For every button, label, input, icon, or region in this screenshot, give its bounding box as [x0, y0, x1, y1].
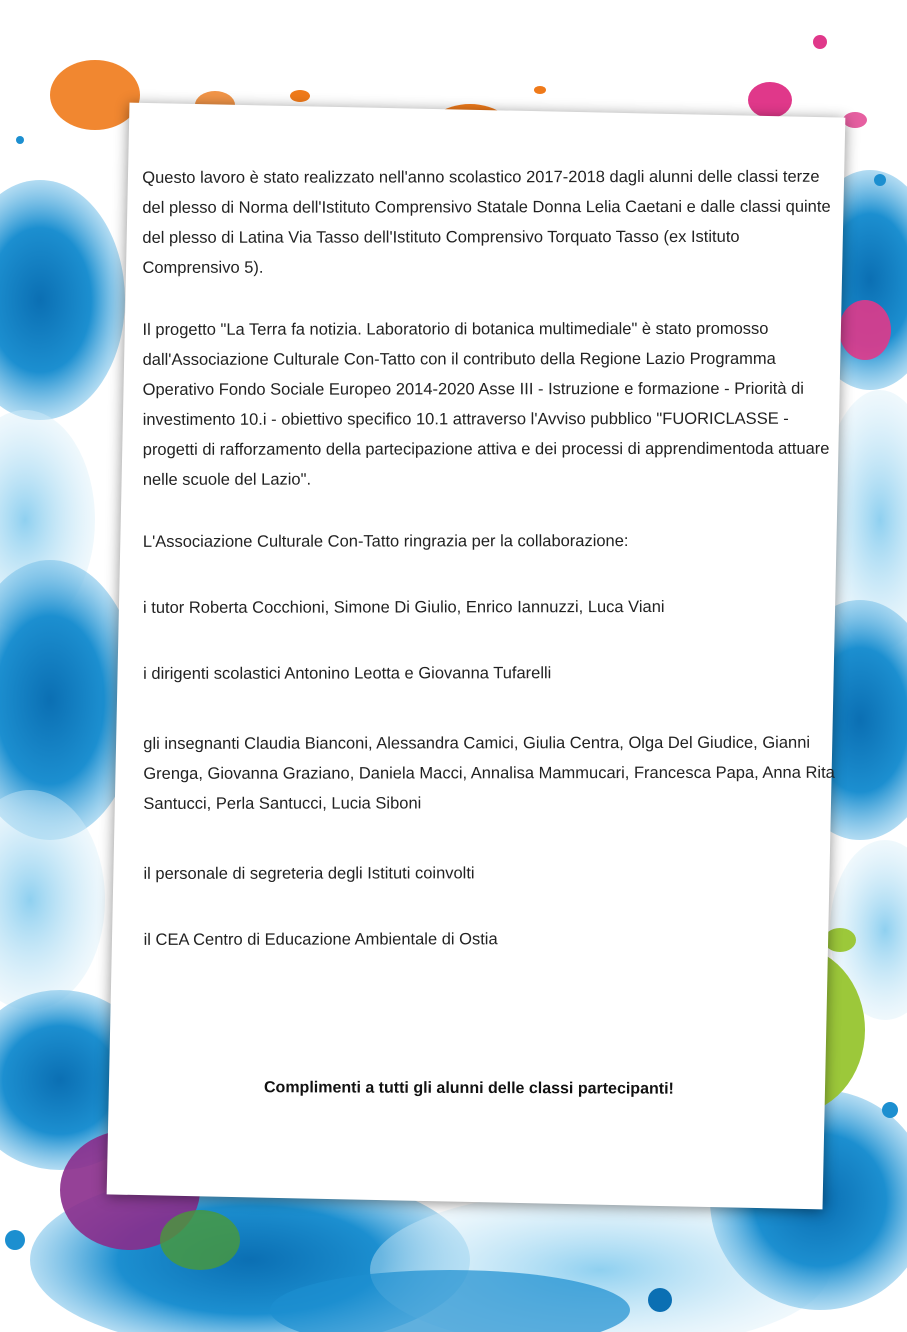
- project-paragraph: Il progetto "La Terra fa notizia. Laboratorio di botanica multimediale" è stato promosso dall'Associazione Culturale Con-Tatto con il contributo della Regione Lazio Programma Operativo Fondo Sociale Europeo 2014-2020 Asse III - Istruzione e formazione - Priorità di investimento 10.i - obiettivo specifico 10.1 attraverso l'Avviso pubblico "FUORICLASSE - progetti di rafforzamento della partecipazione attiva e dei processi di apprendimentoda attuare nelle scuole del Lazio".: [142, 319, 830, 489]
- thanks-tutors: i tutor Roberta Cocchioni, Simone Di Giulio, Enrico Iannuzzi, Luca Viani: [143, 597, 665, 617]
- letter-sheet: [107, 103, 846, 1210]
- letter-body: [142, 162, 835, 955]
- intro-paragraph: Questo lavoro è stato realizzato nell'anno scolastico 2017-2018 dagli alunni delle classi terze del plesso di Norma dell'Istituto Comprensivo Statale Donna Lelia Caetani e dalle classi quinte del plesso di Latina Via Tasso dell'Istituto Comprensivo Torquato Tasso (ex Istituto Comprensivo 5).: [142, 167, 831, 277]
- closing-line: Complimenti a tutti gli alunni delle classi partecipanti!: [263, 1079, 674, 1098]
- thanks-intro: L'Associazione Culturale Con-Tatto ringrazia per la collaborazione:: [142, 532, 629, 551]
- thanks-teachers: gli insegnanti Claudia Bianconi, Alessandra Camici, Giulia Centra, Olga Del Giudice, Gianni Grenga, Giovanna Graziano, Daniela Macci, Annalisa Mammucari, Francesca Papa, Anna Rita Santucci, Perla Santucci, Lucia Siboni: [143, 733, 835, 813]
- thanks-cea: il CEA Centro di Educazione Ambientale di Ostia: [143, 930, 498, 949]
- thanks-principals: i dirigenti scolastici Antonino Leotta e Giovanna Tufarelli: [143, 664, 552, 683]
- thanks-staff: il personale di segreteria degli Istituti coinvolti: [143, 864, 475, 883]
